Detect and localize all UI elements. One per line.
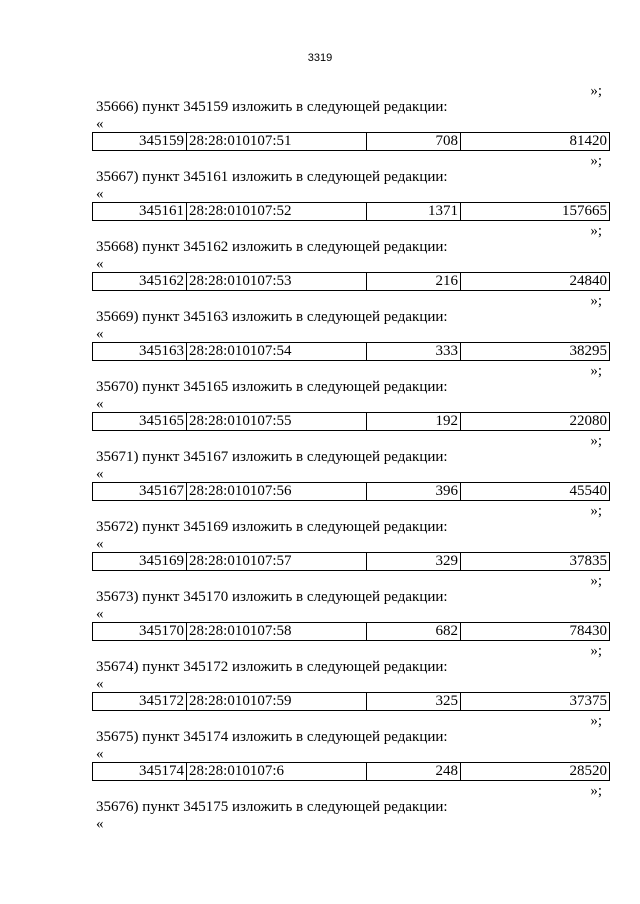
area-cell: 329	[367, 553, 461, 571]
table-row	[92, 412, 610, 431]
amendment-text: 35671) пункт 345167 изложить в следующей редакции:	[96, 449, 448, 465]
area-cell: 708	[367, 133, 461, 151]
closing-quote: »;	[590, 643, 602, 659]
opening-quote: «	[96, 816, 104, 832]
amendment-text: 35668) пункт 345162 изложить в следующей редакции:	[96, 239, 448, 255]
value-cell: 157665	[461, 203, 610, 221]
cadastral-number-cell: 28:28:010107:55	[187, 413, 367, 431]
opening-quote: «	[96, 536, 104, 552]
amendment-text: 35666) пункт 345159 изложить в следующей редакции:	[96, 99, 448, 115]
area-cell: 333	[367, 343, 461, 361]
closing-quote: »;	[590, 83, 602, 99]
table-row	[92, 762, 610, 781]
amendment-block	[92, 430, 610, 500]
value-cell: 37375	[461, 693, 610, 711]
cadastral-number-cell: 28:28:010107:57	[187, 553, 367, 571]
opening-quote: «	[96, 326, 104, 342]
amendment-text: 35676) пункт 345175 изложить в следующей редакции:	[96, 799, 448, 815]
table-row	[92, 482, 610, 501]
amendment-block	[92, 570, 610, 640]
item-number-cell: 345165	[93, 413, 187, 431]
opening-quote: «	[96, 116, 104, 132]
value-cell: 81420	[461, 133, 610, 151]
amendment-text: 35674) пункт 345172 изложить в следующей редакции:	[96, 659, 448, 675]
amendment-block	[92, 640, 610, 710]
value-cell: 24840	[461, 273, 610, 291]
area-cell: 325	[367, 693, 461, 711]
amendment-block	[92, 360, 610, 430]
closing-quote: »;	[590, 503, 602, 519]
value-cell: 45540	[461, 483, 610, 501]
item-number-cell: 345167	[93, 483, 187, 501]
table-row	[92, 552, 610, 571]
closing-quote: »;	[590, 223, 602, 239]
cadastral-number-cell: 28:28:010107:59	[187, 693, 367, 711]
value-cell: 28520	[461, 763, 610, 781]
amendment-text: 35667) пункт 345161 изложить в следующей редакции:	[96, 169, 448, 185]
area-cell: 216	[367, 273, 461, 291]
item-number-cell: 345172	[93, 693, 187, 711]
amendment-block	[92, 150, 610, 220]
amendment-list	[92, 80, 610, 780]
amendment-text: 35670) пункт 345165 изложить в следующей редакции:	[96, 379, 448, 395]
area-cell: 248	[367, 763, 461, 781]
item-number-cell: 345161	[93, 203, 187, 221]
closing-quote: »;	[590, 363, 602, 379]
cadastral-number-cell: 28:28:010107:6	[187, 763, 367, 781]
value-cell: 37835	[461, 553, 610, 571]
table-row	[92, 342, 610, 361]
opening-quote: «	[96, 746, 104, 762]
amendment-block	[92, 80, 610, 150]
area-cell: 682	[367, 623, 461, 641]
area-cell: 1371	[367, 203, 461, 221]
item-number-cell: 345159	[93, 133, 187, 151]
amendment-block-final	[92, 780, 610, 840]
opening-quote: «	[96, 396, 104, 412]
table-row	[92, 132, 610, 151]
area-cell: 396	[367, 483, 461, 501]
cadastral-number-cell: 28:28:010107:53	[187, 273, 367, 291]
table-row	[92, 622, 610, 641]
value-cell: 78430	[461, 623, 610, 641]
item-number-cell: 345163	[93, 343, 187, 361]
opening-quote: «	[96, 466, 104, 482]
cadastral-number-cell: 28:28:010107:56	[187, 483, 367, 501]
amendment-block	[92, 220, 610, 290]
closing-quote: »;	[590, 293, 602, 309]
amendment-block	[92, 290, 610, 360]
table-row	[92, 202, 610, 221]
item-number-cell: 345162	[93, 273, 187, 291]
value-cell: 22080	[461, 413, 610, 431]
value-cell: 38295	[461, 343, 610, 361]
item-number-cell: 345170	[93, 623, 187, 641]
amendment-text: 35675) пункт 345174 изложить в следующей редакции:	[96, 729, 448, 745]
closing-quote: »;	[590, 433, 602, 449]
table-row	[92, 272, 610, 291]
page-number: 3319	[307, 52, 333, 64]
opening-quote: «	[96, 606, 104, 622]
amendment-text: 35672) пункт 345169 изложить в следующей редакции:	[96, 519, 448, 535]
opening-quote: «	[96, 186, 104, 202]
cadastral-number-cell: 28:28:010107:58	[187, 623, 367, 641]
amendment-text: 35669) пункт 345163 изложить в следующей редакции:	[96, 309, 448, 325]
amendment-block	[92, 500, 610, 570]
opening-quote: «	[96, 256, 104, 272]
closing-quote: »;	[590, 713, 602, 729]
closing-quote: »;	[590, 153, 602, 169]
amendment-block	[92, 710, 610, 780]
area-cell: 192	[367, 413, 461, 431]
amendment-text: 35673) пункт 345170 изложить в следующей редакции:	[96, 589, 448, 605]
item-number-cell: 345174	[93, 763, 187, 781]
opening-quote: «	[96, 676, 104, 692]
cadastral-number-cell: 28:28:010107:54	[187, 343, 367, 361]
closing-quote: »;	[590, 783, 602, 799]
table-row	[92, 692, 610, 711]
document-body	[92, 80, 610, 840]
closing-quote: »;	[590, 573, 602, 589]
item-number-cell: 345169	[93, 553, 187, 571]
cadastral-number-cell: 28:28:010107:52	[187, 203, 367, 221]
cadastral-number-cell: 28:28:010107:51	[187, 133, 367, 151]
